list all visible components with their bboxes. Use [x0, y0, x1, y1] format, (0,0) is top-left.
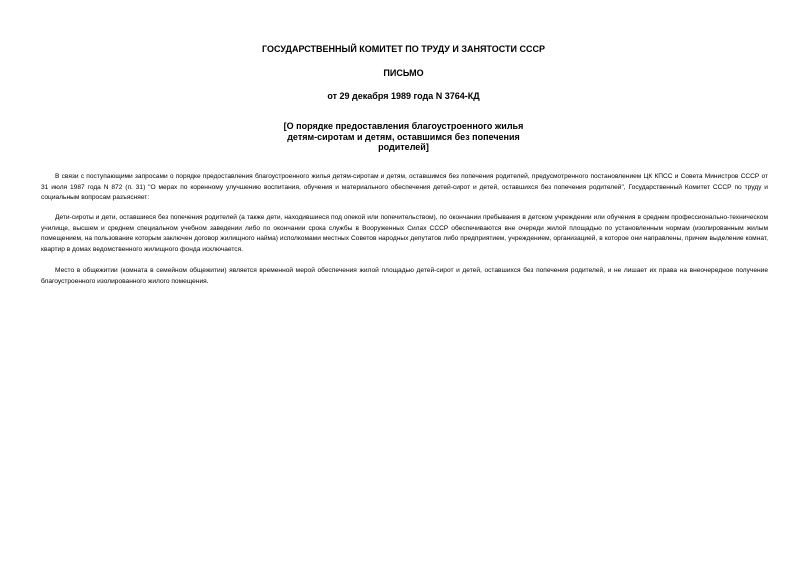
subject-line: родителей]: [378, 142, 429, 152]
body-paragraph-1: В связи с поступающими запросами о порядке предоставления благоустроенного жилья детям-сиротам и детям, оставшимся без попечения родителей, предусмотренного постановлением ЦК КПСС и Совета Министров СССР от 31 июля 1987 года N 872 (п. 31) "О мерах по коренному улучшению воспитания, обучения и материального обеспечения детей-сирот и детей, оставшихся без попечения родителей", Государственный Комитет СССР по труду и социальным вопросам разъясняет:: [41, 173, 768, 201]
document-date-number: от 29 декабря 1989 года N 3764-КД: [327, 91, 480, 101]
issuer-heading: ГОСУДАРСТВЕННЫЙ КОМИТЕТ ПО ТРУДУ И ЗАНЯТОСТИ СССР: [262, 44, 545, 54]
subject-line: [О порядке предоставления благоустроенного жилья: [283, 121, 524, 131]
body-paragraph-2: Дети-сироты и дети, оставшиеся без попечения родителей (а также дети, находившиеся под опекой или попечительством), по окончании пребывания в детском учреждении или обучения в среднем профессионально-техническом училище, высшем и среднем специальном учебном заведении либо по окончании срока службы в Вооруженных Силах СССР обеспечиваются вне очереди жилой площадью по установленным нормам (изолированным жилым помещением, на пользование которым заключен договор жилищного найма) исполкомами местных Советов народных депутатов либо предприятием, учреждением, организацией, в которое они направлены, причем выделение комнат, квартир в домах ведомственного жилищного фонда исключается.: [41, 214, 768, 253]
document-subject: [270, 121, 537, 153]
subject-line: детям-сиротам и детям, оставшимся без попечения: [287, 131, 520, 142]
document-type-heading: ПИСЬМО: [383, 68, 424, 78]
body-paragraph-3: Место в общежитии (комната в семейном общежитии) является временной мерой обеспечения жилой площадью детей-сирот и детей, оставшихся без попечения родителей, и не лишает их права на внеочередное получение благоустроенного изолированного жилого помещения.: [41, 267, 768, 285]
